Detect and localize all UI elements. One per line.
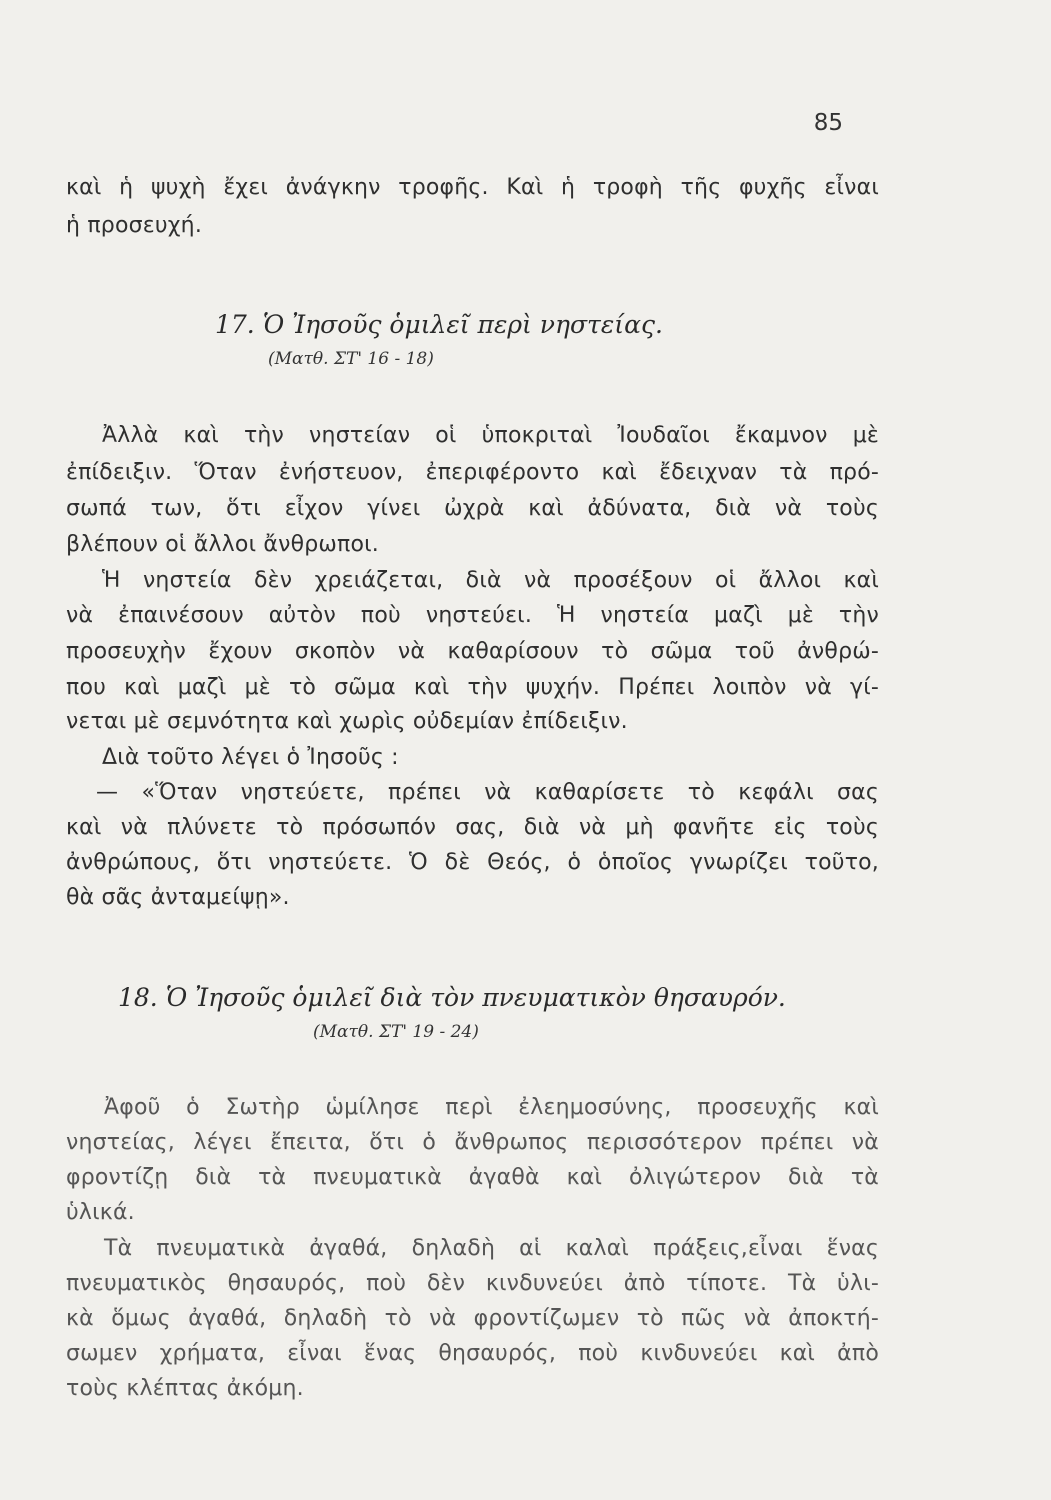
paragraph-line: που καὶ μαζὶ μὲ τὸ σῶμα καὶ τὴν ψυχήν. Πρέπει λοιπὸν νὰ γί- [66, 675, 879, 700]
paragraph-line: νὰ ἐπαινέσουν αὐτὸν ποὺ νηστεύει. Ἡ νηστεία μαζὶ μὲ τὴν [66, 603, 879, 628]
paragraph-line: τοὺς κλέπτας ἀκόμη. [66, 1376, 304, 1401]
paragraph-line: φροντίζῃ διὰ τὰ πνευματικὰ ἀγαθὰ καὶ ὀλιγώτερον διὰ τὰ [66, 1165, 879, 1190]
paragraph-line: προσευχὴν ἔχουν σκοπὸν νὰ καθαρίσουν τὸ σῶμα τοῦ ἀνθρώ- [66, 639, 879, 664]
quote-line: — «Ὅταν νηστεύετε, πρέπει νὰ καθαρίσετε τὸ κεφάλι σας [96, 780, 879, 805]
paragraph-line: κὰ ὅμως ἀγαθά, δηλαδὴ τὸ νὰ φροντίζωμεν τὸ πῶς νὰ ἀποκτή- [66, 1306, 879, 1331]
quote-line: θὰ σᾶς ἀνταμείψῃ». [66, 885, 290, 910]
paragraph-line: σωμεν χρήματα, εἶναι ἕνας θησαυρός, ποὺ κινδυνεύει καὶ ἀπὸ [66, 1341, 879, 1366]
paragraph-line: Ἀφοῦ ὁ Σωτὴρ ὡμίλησε περὶ ἐλεημοσύνης, προσευχῆς καὶ [104, 1095, 879, 1120]
paragraph-line: ἡ προσευχή. [66, 213, 203, 238]
paragraph-line: πνευματικὸς θησαυρός, ποὺ δὲν κινδυνεύει ἀπὸ τίποτε. Τὰ ὑλι- [66, 1271, 879, 1296]
section-18-title: 18. Ὁ Ἰησοῦς ὁμιλεῖ διὰ τὸν πνευματικὸν θησαυρόν. [118, 983, 786, 1012]
paragraph-line: Τὰ πνευματικὰ ἀγαθά, δηλαδὴ αἱ καλαὶ πράξεις,εἶναι ἕνας [104, 1236, 879, 1261]
paragraph-line: νηστείας, λέγει ἔπειτα, ὅτι ὁ ἄνθρωπος περισσότερον πρέπει νὰ [66, 1130, 879, 1155]
section-18-reference: (Ματθ. ΣΤ' 19 - 24) [313, 1022, 479, 1042]
paragraph-line: καὶ ἡ ψυχὴ ἔχει ἀνάγκην τροφῆς. Καὶ ἡ τροφὴ τῆς φυχῆς εἶναι [66, 175, 879, 200]
paragraph-line: ὑλικά. [66, 1200, 135, 1225]
quote-line: καὶ νὰ πλύνετε τὸ πρόσωπόν σας, διὰ νὰ μὴ φανῆτε εἰς τοὺς [66, 815, 879, 840]
paragraph-line: Ἡ νηστεία δὲν χρειάζεται, διὰ νὰ προσέξουν οἱ ἄλλοι καὶ [102, 568, 879, 593]
paragraph-line: ἐπίδειξιν. Ὅταν ἐνήστευον, ἐπεριφέροντο καὶ ἔδειχναν τὰ πρό- [66, 460, 879, 485]
paragraph-line: Ἀλλὰ καὶ τὴν νηστείαν οἱ ὑποκριταὶ Ἰουδαῖοι ἔκαμνον μὲ [102, 423, 879, 448]
section-17-title: 17. Ὁ Ἰησοῦς ὁμιλεῖ περὶ νηστείας. [215, 310, 663, 339]
paragraph-line: Διὰ τοῦτο λέγει ὁ Ἰησοῦς : [102, 745, 399, 770]
section-17-reference: (Ματθ. ΣΤ' 16 - 18) [268, 349, 434, 369]
page-number: 85 [813, 110, 843, 136]
quote-line: ἀνθρώπους, ὅτι νηστεύετε. Ὁ δὲ Θεός, ὁ ὁποῖος γνωρίζει τοῦτο, [66, 850, 879, 875]
paragraph-line: νεται μὲ σεμνότητα καὶ χωρὶς οὐδεμίαν ἐπίδειξιν. [66, 709, 628, 734]
paragraph-line: σωπά των, ὅτι εἶχον γίνει ὠχρὰ καὶ ἀδύνατα, διὰ νὰ τοὺς [66, 496, 879, 521]
paragraph-line: βλέπουν οἱ ἄλλοι ἄνθρωποι. [66, 532, 379, 557]
